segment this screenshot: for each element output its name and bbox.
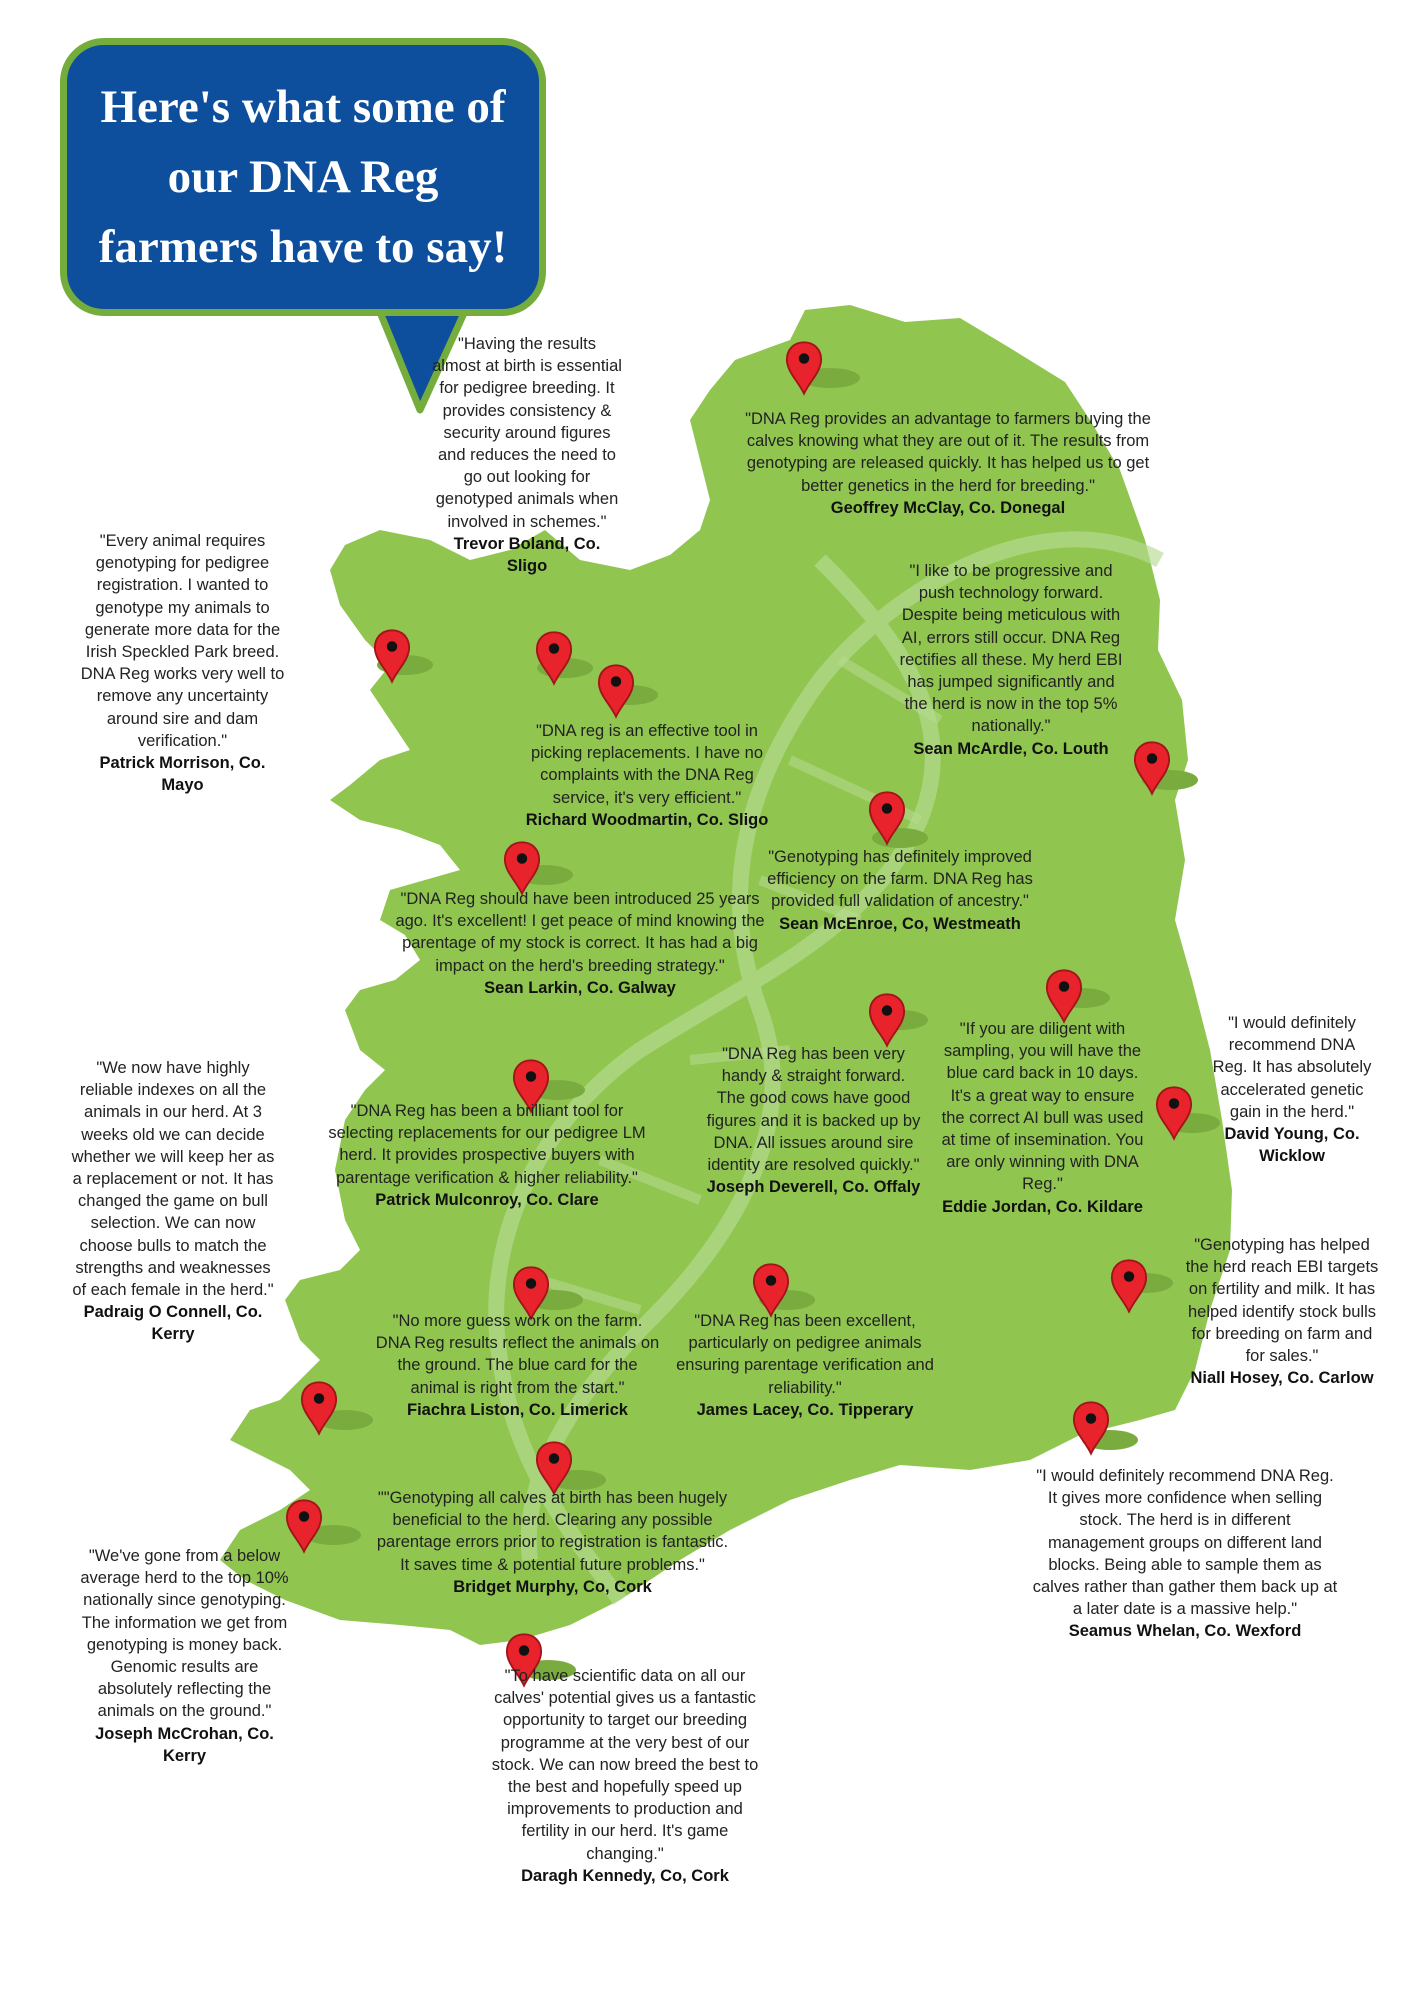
testimonial-quote: "We've gone from a below average herd to the top 10% nationally since genotyping. The information we get from genotyping is money back. Genomic results are absolutely reflecting the animals on the ground." (80, 1547, 289, 1721)
testimonial-author: Daragh Kennedy, Co, Cork (521, 1866, 729, 1885)
testimonial-david-young (1212, 1012, 1372, 1167)
testimonial-padraig-o-connell (68, 1057, 278, 1346)
testimonial-author: Geoffrey McClay, Co. Donegal (830, 498, 1066, 517)
testimonial-patrick-morrison (80, 530, 285, 796)
testimonial-james-lacey (670, 1310, 940, 1421)
testimonial-author: Patrick Mulconroy, Co. Clare (375, 1190, 599, 1209)
testimonial-quote: "DNA Reg provides an advantage to farmers buying the calves knowing what they are out of it. The results from genotyping are released quickly. It has helped us to get better genetics in the herd for breeding." (745, 410, 1151, 495)
testimonial-author: Padraig O Connell, Co. Kerry (83, 1303, 263, 1344)
testimonial-author: Seamus Whelan, Co. Wexford (1068, 1622, 1302, 1641)
testimonial-author: Fiachra Liston, Co. Limerick (407, 1400, 628, 1419)
testimonial-quote: "We now have highly reliable indexes on all the animals in our herd. At 3 weeks old we can decide whether we will keep her as a replacement or not. It has changed the game on bull selection. We can now choose bulls to match the strengths and weaknesses of each female in the herd." (71, 1059, 275, 1300)
page-title: Here's what some of our DNA Reg farmers have to say! (98, 81, 508, 273)
testimonial-quote: "DNA Reg should have been introduced 25 years ago. It's excellent! I get peace of mind knowing the parentage of my stock is correct. It has had a big impact on the herd's breeding strategy." (395, 890, 765, 975)
testimonial-author: Joseph McCrohan, Co. Kerry (95, 1724, 274, 1765)
testimonial-joseph-deverell (706, 1043, 921, 1198)
testimonial-author: Richard Woodmartin, Co. Sligo (525, 810, 769, 829)
testimonial-quote: ""Genotyping all calves at birth has been hugely beneficial to the herd. Clearing any possible parentage errors prior to registration is fantastic. It saves time & potential future problems." (376, 1489, 729, 1574)
testimonial-author: Trevor Boland, Co. Sligo (453, 534, 601, 576)
testimonial-quote: "Genotyping has definitely improved efficiency on the farm. DNA Reg has provided full validation of ancestry." (767, 848, 1033, 911)
testimonial-quote: "DNA reg is an effective tool in picking replacements. I have no complaints with the DNA Reg service, it's very efficient." (530, 722, 764, 807)
testimonial-quote: "DNA Reg has been excellent, particularly on pedigree animals ensuring parentage verification and reliability." (676, 1312, 934, 1397)
testimonial-sean-mcenroe (760, 846, 1040, 935)
testimonial-fiachra-liston (375, 1310, 660, 1421)
testimonial-quote: "To have scientific data on all our calves' potential gives us a fantastic opportunity to target our breeding programme at the very best of our stock. We can now breed the best to the best and hopefully speed up improvements to production and fertility in our herd. It's game changing." (491, 1667, 759, 1863)
testimonial-sean-mcardle (896, 560, 1126, 760)
testimonial-eddie-jordan (940, 1018, 1145, 1218)
testimonial-quote: "Genotyping has helped the herd reach EBI targets on fertility and milk. It has helped identify stock bulls for breeding on farm and for sales." (1185, 1236, 1379, 1366)
speech-bubble (60, 38, 546, 316)
testimonial-author: Eddie Jordan, Co. Kildare (942, 1197, 1143, 1216)
testimonial-niall-hosey (1182, 1234, 1382, 1389)
testimonial-author: James Lacey, Co. Tipperary (696, 1400, 914, 1419)
testimonial-patrick-mulconroy (322, 1100, 652, 1211)
testimonial-joseph-mccrohan (72, 1545, 297, 1767)
testimonial-author: Sean McArdle, Co. Louth (913, 739, 1109, 758)
testimonial-quote: "Having the results almost at birth is essential for pedigree breeding. It provides consistency & security around figures and reduces the need to go out looking for genotyped animals when involved in schemes." (432, 335, 622, 531)
testimonial-sean-larkin (395, 888, 765, 999)
testimonial-richard-woodmartin (522, 720, 772, 831)
testimonial-quote: "DNA Reg has been a brilliant tool for selecting replacements for our pedigree LM herd. It provides prospective buyers with parentage verification & higher reliability." (328, 1102, 646, 1187)
testimonial-geoffrey-mcclay (728, 408, 1168, 519)
testimonial-author: Patrick Morrison, Co. Mayo (99, 754, 266, 795)
testimonial-author: Joseph Deverell, Co. Offaly (706, 1178, 921, 1197)
testimonial-author: Niall Hosey, Co. Carlow (1190, 1369, 1374, 1388)
testimonial-quote: "I would definitely recommend DNA Reg. It has absolutely accelerated genetic gain in the herd." (1212, 1014, 1372, 1121)
testimonial-author: Bridget Murphy, Co, Cork (453, 1577, 652, 1596)
testimonial-quote: "I would definitely recommend DNA Reg. It gives more confidence when selling stock. The herd is in different management groups on different land blocks. Being able to sample them as calves rather than gather them back up at a later date is a massive help." (1032, 1467, 1338, 1619)
testimonial-trevor-boland (432, 333, 622, 577)
testimonial-quote: "I like to be progressive and push technology forward. Despite being meticulous with AI, errors still occur. DNA Reg rectifies all these. My herd EBI has jumped significantly and the herd is now in the top 5% nationally." (899, 562, 1123, 736)
testimonial-quote: "If you are diligent with sampling, you will have the blue card back in 10 days. It's a great way to ensure the correct AI bull was used at time of insemination. You are only winning with DNA Reg." (941, 1020, 1144, 1194)
testimonial-daragh-kennedy (485, 1665, 765, 1887)
testimonial-author: David Young, Co. Wicklow (1224, 1125, 1360, 1166)
testimonial-quote: "No more guess work on the farm. DNA Reg results reflect the animals on the ground. The blue card for the animal is right from the start." (375, 1312, 660, 1397)
testimonial-seamus-whelan (1030, 1465, 1340, 1643)
testimonial-author: Sean Larkin, Co. Galway (484, 978, 676, 997)
testimonial-author: Sean McEnroe, Co, Westmeath (779, 914, 1021, 933)
testimonial-quote: "DNA Reg has been very handy & straight forward. The good cows have good figures and it is backed up by DNA. All issues around sire identity are resolved quickly." (706, 1045, 921, 1175)
testimonial-quote: "Every animal requires genotyping for pedigree registration. I wanted to genotype my animals to generate more data for the Irish Speckled Park breed. DNA Reg works very well to remove any uncertainty around sire and dam verification." (80, 532, 285, 750)
testimonial-bridget-murphy (375, 1487, 730, 1598)
